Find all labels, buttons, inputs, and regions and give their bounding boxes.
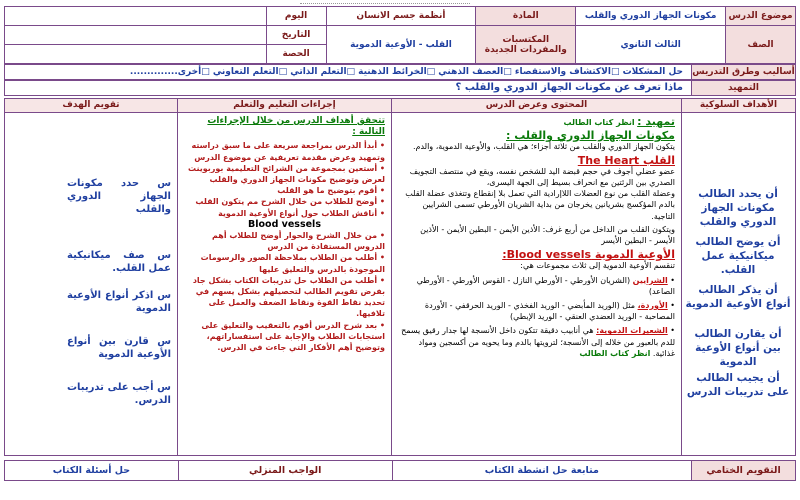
evaluation-item: س اذكر أنواع الأوعية الدموية (67, 290, 171, 314)
procedure-item: • أوضح للطلاب من خلال الشرح مم يتكون القلب (195, 197, 385, 207)
vessels-title: الأوعية الدموية Blood vessels: (502, 248, 675, 262)
period-label: الحصة (266, 45, 326, 64)
intro-label: التمهيد (691, 81, 795, 95)
final-eval-label: التقويم الختامي (692, 461, 796, 481)
gains-value: القلب - الأوعية الدموية (326, 26, 476, 64)
methods-row (4, 64, 796, 80)
methods-value: حل المشكلات □الاكتشاف والاستقصاء □العصف الذهني □الخرائط الذهنية □التعلم الذاتي □التعلم التعاوني □أخرى.............. (129, 67, 683, 77)
topic-label: موضوع الدرس (726, 7, 796, 26)
content-header: المحتوى وعرض الدرس (391, 99, 681, 113)
procedure-item: • أقوم بتوضيح ما هو القلب (277, 186, 385, 196)
capillaries-item: • الشعيرات الدموية: هي أنابيب دقيقة تتكون داخل الأنسجة لها جدار رقيق يسمح للدم بالعبور من خلاله إلى الأنسجة؛ لترويتها بالدم وما يحويه من أكسجين ومواد غذائية. انظر كتاب الطالب (401, 326, 675, 358)
procedures-column (177, 113, 391, 455)
header-table (4, 6, 796, 64)
procedures-header: إجراءات التعليم والتعلم (177, 99, 391, 113)
content-paragraph: تنقسم الأوعية الدموية إلى ثلاث مجموعات هي: (520, 261, 675, 271)
goal-item: أن يقارن الطالب بين أنواع الأوعية الدموية (694, 328, 782, 368)
procedure-item: • أبدأ الدرس بمراجعة سريعة على ما سبق دراسته وتمهيد وعرض مقدمة تعريفية عن موضوع الدرس (191, 141, 385, 162)
veins-text: مثل (الوريد المأبضي - الوريد الفخذي - الوريد الحرقفي - الأوردة المصاحبة - الوريد العضدي العنقي - الوريد الإبطي) (424, 301, 675, 322)
procedure-item: Blood vessels (248, 218, 321, 230)
content-paragraph: يتكون الجهاز الدوري والقلب من ثلاثة أجزاء؛ هي القلب، والأوعية الدموية، والدم. (412, 142, 675, 152)
arteries-label: الشرايين (632, 275, 668, 285)
footer-table (4, 460, 796, 481)
veins-item: • الأوردة، مثل (الوريد المأبضي - الوريد الفخذي - الوريد الحرقفي - الأوردة المصاحبة - الوريد العضدي العنقي - الوريد الإبطي) (424, 301, 675, 322)
procedure-item: • بعد شرح الدرس أقوم بالتعقيب والتعليق على استجابات الطلاب والإجابة على استفساراتهم، وتوضيح أهم الأفكار التي جاءت في الدرس. (201, 320, 385, 353)
procedure-item: • أطلب من الطلاب بملاحظة الصور والرسومات الموجودة بالدرس والتعليق عليها (200, 253, 385, 274)
class-value: الثالث الثانوي (576, 26, 726, 64)
goal-item: أن يوضح الطالب ميكانيكية عمل القلب. (695, 236, 781, 276)
veins-label: الأوردة، (637, 301, 668, 311)
goal-item: أن يجيب الطالب على تدريبات الدرس (686, 372, 790, 398)
day-value (5, 7, 267, 26)
goal-item: أن يذكر الطالب أنواع الأوعية الدموية (685, 284, 791, 310)
capillaries-text: هي أنابيب دقيقة تتكون داخل الأنسجة لها جدار رقيق يسمح للدم بالعبور من خلاله إلى الأنسجة؛ لترويتها بالدم وما يحويه من أكسجين ومواد غذائية. (401, 326, 675, 358)
content-paragraph: عضو عضلي أجوف في حجم قبضة اليد للشخص نفسه، ويقع في منتصف التجويف الصدري بين الرئتين مع انحراف بسيط إلى الجهة اليسرى، (409, 166, 675, 188)
methods-label: أساليب وطرق التدريس (692, 67, 795, 77)
heart-title: القلب The Heart (577, 153, 675, 167)
content-intro-label: تمهيد : (637, 115, 675, 128)
evaluation-column (3, 113, 177, 455)
procedure-item: • من خلال الشرح والحوار أوضح للطلاب أهم الدروس المستفادة من الدرس (212, 231, 385, 252)
lesson-body (4, 98, 796, 456)
goal-item: أن يحدد الطالب مكونات الجهاز الدوري والقلب (698, 188, 778, 228)
content-paragraph: ويتكون القلب من الداخل من أربع غرف: الأذين الأيمن - البطين الأيمن - الأذين الأيسر - البطين الأيسر (420, 224, 675, 246)
procedure-item: • أناقش الطلاب حول أنواع الأوعية الدموية (218, 208, 385, 218)
procedure-item: • أطلب من الطلاب حل تدريبات الكتاب بشكل جاد بفرض تقويم الطالب لتحصيلهم بشكل يسهم في تحديد نقاط القوة ونقاط الضعف والعمل على تلافيها. (192, 275, 385, 319)
topic-value: مكونات الجهاز الدوري والقلب (576, 7, 726, 26)
class-label: الصف (726, 26, 796, 64)
subject-label: المادة (476, 7, 576, 26)
goals-column (681, 113, 795, 455)
final-eval-value: متابعة حل انشطة الكتاب (392, 461, 692, 481)
top-divider (300, 0, 470, 4)
evaluation-item: س حدد مكونات الجهاز الدوري والقلب (67, 178, 171, 215)
intro-value: ماذا تعرف عن مكونات الجهاز الدوري والقلب ؟ (455, 82, 683, 93)
gains-label: المكتسبات والمفردات الجديدة (476, 26, 576, 64)
capillaries-label: الشعيرات الدموية: (596, 326, 668, 336)
content-intro-text: انظر كتاب الطالب (563, 118, 635, 127)
procedure-item: • أستعين بمجموعة من الشرائح التعليمية بوربوينت لعرض وتوضيح مكونات الجهاز الدوري والقلب (188, 163, 385, 185)
evaluation-item: س صف ميكانيكية عمل القلب. (67, 250, 171, 274)
arteries-item: • الشرايين (الشريان الأورطي - الأورطي النازل - القوس الأورطي - الأورطي الصاعد) (416, 275, 675, 296)
date-label: التاريخ (266, 26, 326, 45)
date-value (5, 26, 267, 45)
content-column (391, 113, 681, 455)
content-heading: مكونات الجهاز الدوري والقلب : (506, 129, 675, 143)
day-label: اليوم (266, 7, 326, 26)
intro-row (4, 80, 796, 96)
homework-value: حل أسئلة الكتاب (5, 461, 179, 481)
arteries-text: (الشريان الأورطي - الأورطي النازل - القوس الأورطي - الأورطي الصاعد) (416, 275, 675, 296)
procedures-title: تتحقق أهداف الدرس من خلال الإجراءات التالية : (207, 116, 385, 138)
content-end-text: انظر كتاب الطالب (579, 348, 651, 358)
content-paragraph: وعضلة القلب من نوع العضلات اللاإرادية التي تعمل بلا إنقطاع وتتغذى عضلة القلب بالدم المؤكسج بشريانين يخرجان من بداية الشريان الأورطي تسمى الشرايين التاجية. (405, 189, 675, 221)
homework-label: الواجب المنزلي (178, 461, 392, 481)
goals-header: الأهداف السلوكية (681, 99, 795, 113)
evaluation-item: س قارن بين أنواع الأوعية الدموية (67, 336, 171, 360)
evaluation-header: تقويم الهدف (5, 99, 177, 113)
subject-value: أنظمة جسم الانسان (326, 7, 476, 26)
evaluation-item: س أجب على تدريبات الدرس. (67, 382, 171, 406)
period-value (5, 45, 267, 64)
